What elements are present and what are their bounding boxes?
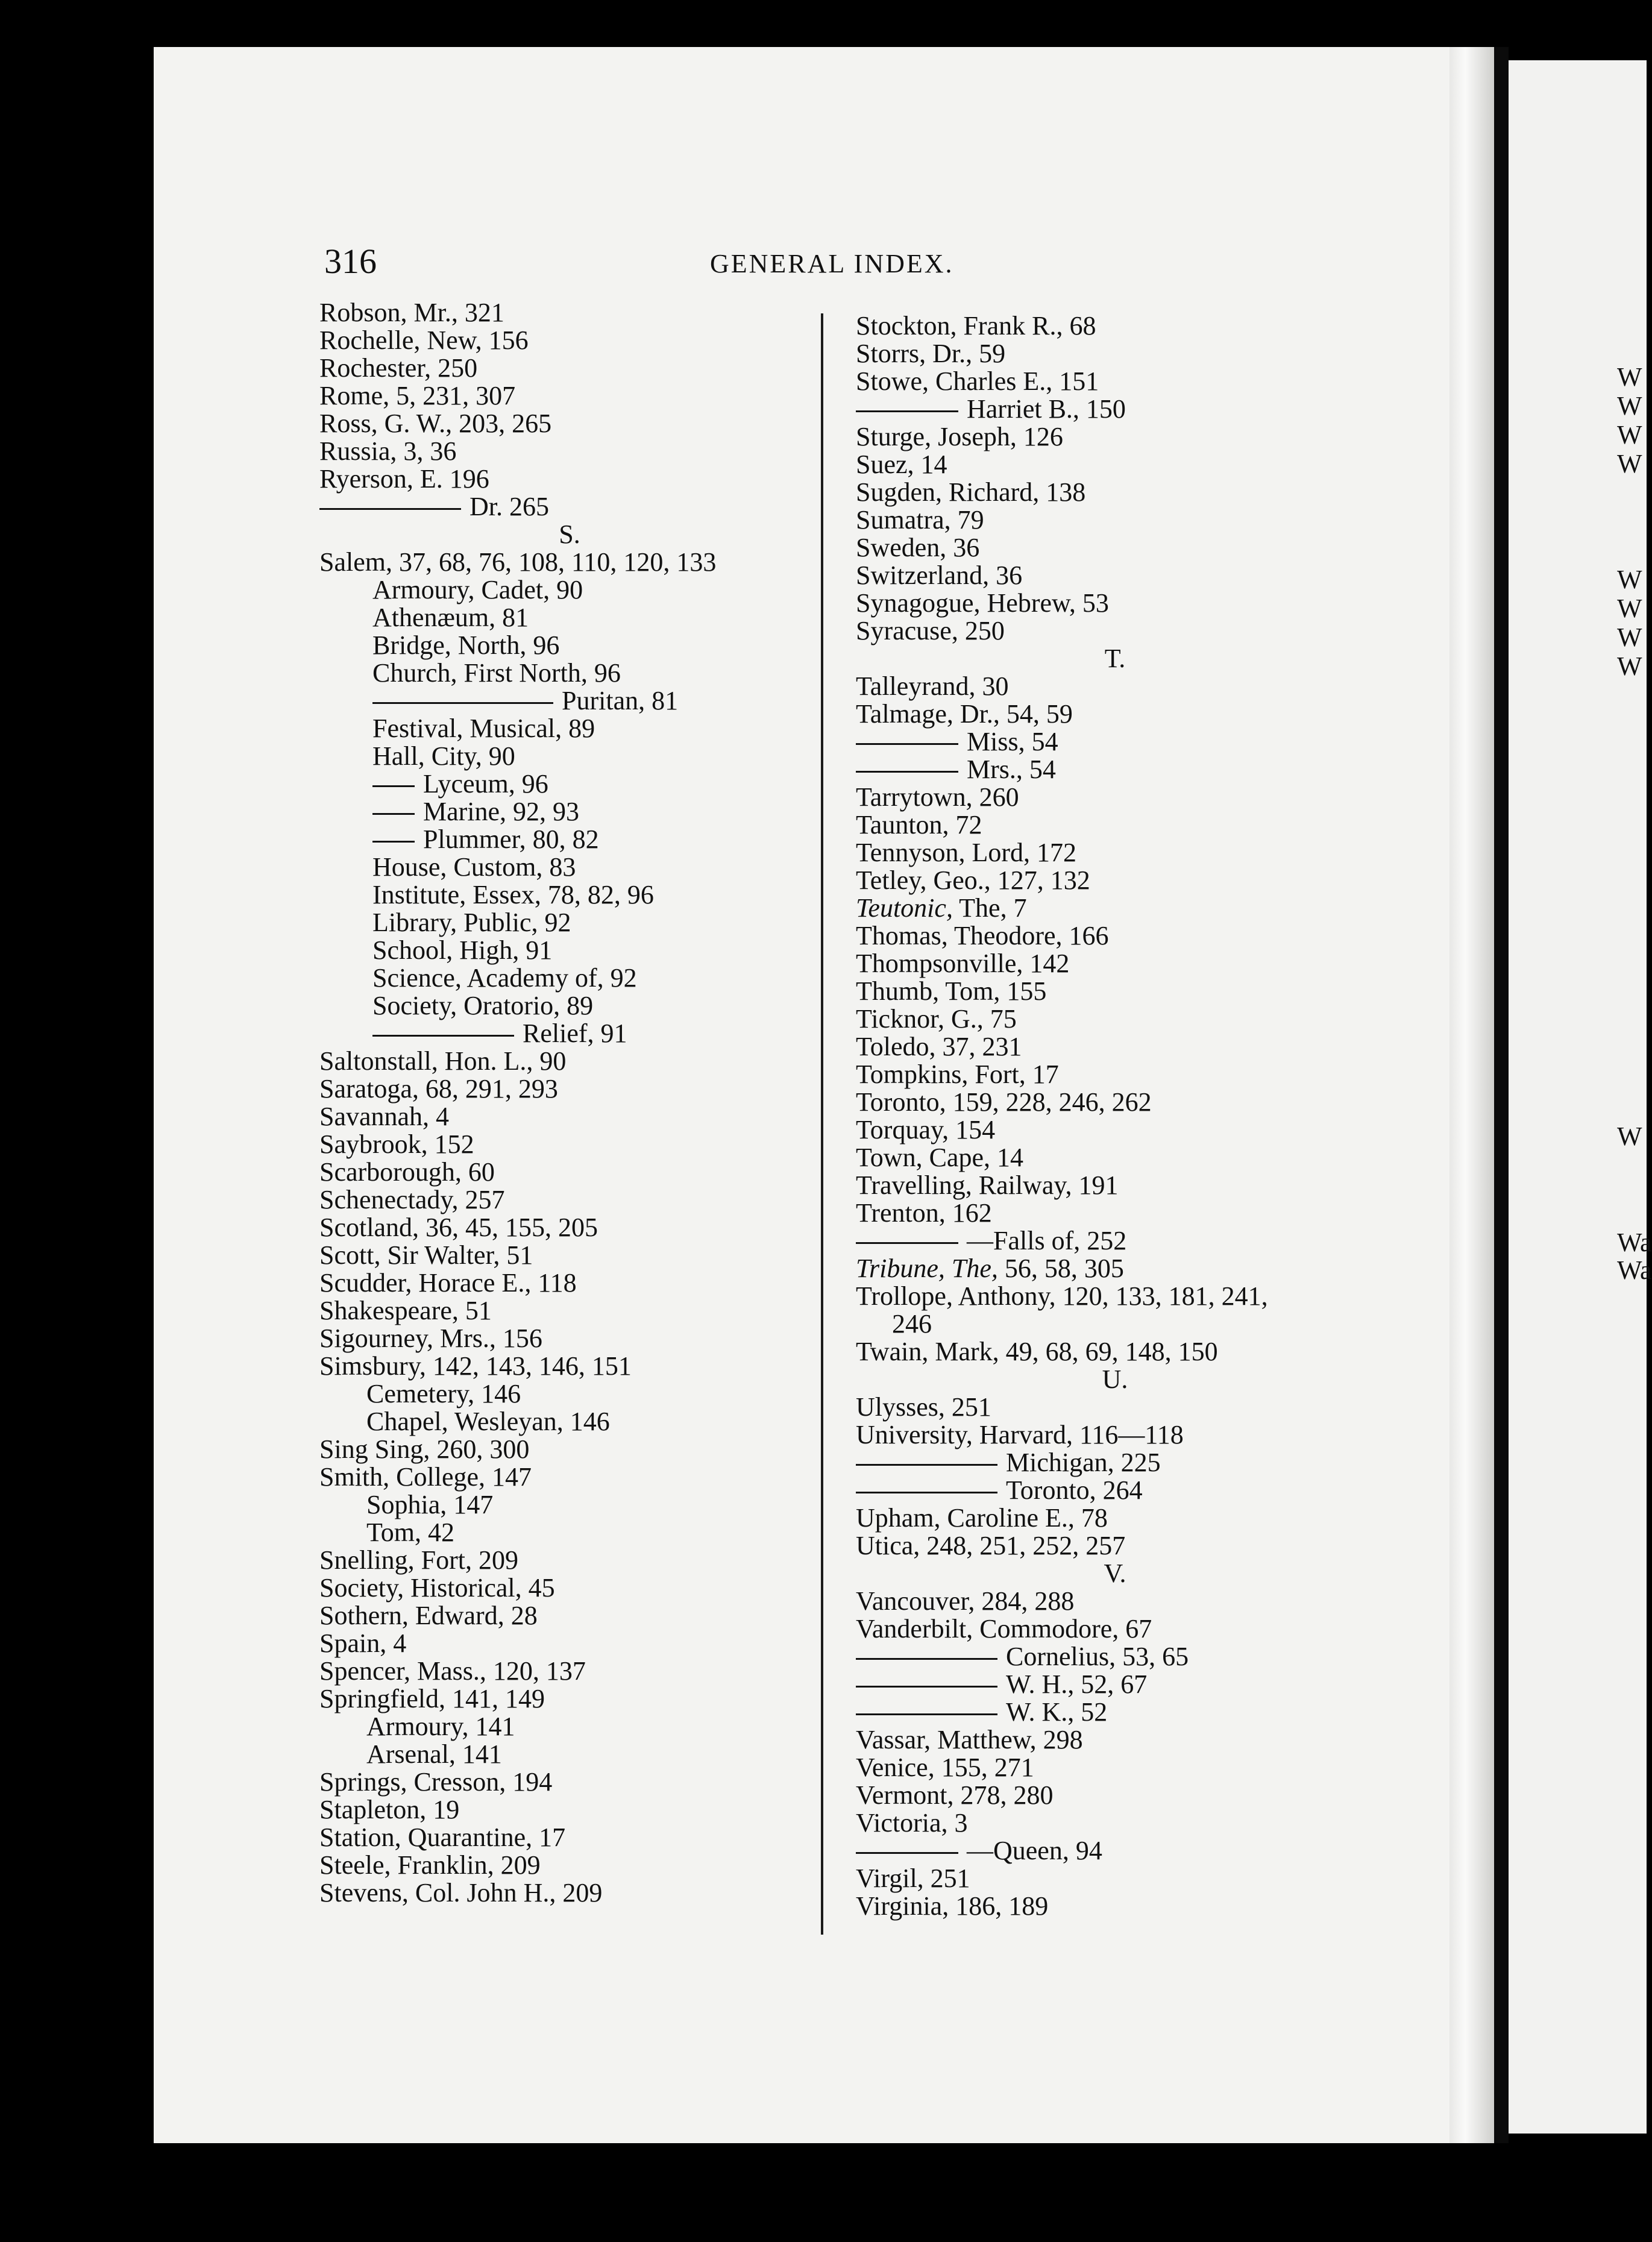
index-entry-text: The, 7 (952, 893, 1027, 923)
index-entry-text: Switzerland, 36 (856, 560, 1023, 590)
index-entry-text: Cemetery, 146 (366, 1379, 521, 1408)
index-entry (856, 368, 1374, 395)
index-entry (856, 894, 1374, 922)
index-entry (319, 909, 820, 937)
index-entry-text: Rochelle, New, 156 (319, 325, 529, 355)
index-entry (319, 576, 820, 604)
index-entry-text: Festival, Musical, 89 (372, 714, 595, 743)
facing-page-fragment: Wa (1617, 1228, 1652, 1257)
index-entry (319, 687, 820, 715)
facing-page-fragment: W (1617, 362, 1642, 392)
index-entry-text: Scudder, Horace E., 118 (319, 1268, 577, 1298)
index-entry (856, 1892, 1374, 1920)
index-entry-text: Vermont, 278, 280 (856, 1780, 1054, 1810)
facing-page-fragment: W (1617, 391, 1642, 421)
ditto-rule (856, 1713, 997, 1715)
index-entry-text: Syracuse, 250 (856, 616, 1005, 645)
index-entry (856, 451, 1374, 479)
index-entry-text: Institute, Essex, 78, 82, 96 (372, 880, 654, 909)
index-entry (319, 937, 820, 964)
index-entry-text: Puritan, 81 (562, 686, 679, 715)
index-entry-text: Church, First North, 96 (372, 658, 621, 688)
index-entry-text: School, High, 91 (372, 935, 553, 965)
index-entry (856, 1005, 1374, 1033)
index-entry (856, 1754, 1374, 1782)
index-entry (856, 756, 1374, 783)
index-entry (319, 604, 820, 632)
ditto-rule (372, 702, 553, 704)
index-entry-text: Town, Cape, 14 (856, 1143, 1023, 1172)
index-entry (856, 1587, 1374, 1615)
index-entry (856, 395, 1374, 423)
index-entry-text: Science, Academy of, 92 (372, 963, 637, 993)
index-entry-text: Bridge, North, 96 (372, 630, 560, 660)
ditto-rule (856, 1686, 997, 1688)
index-entry-text: Victoria, 3 (856, 1808, 968, 1838)
index-entry-text: Suez, 14 (856, 450, 947, 479)
index-entry (319, 327, 820, 354)
facing-page-fragment: W (1617, 449, 1642, 479)
index-entry (319, 881, 820, 909)
index-entry-text: Dr. 265 (470, 492, 549, 521)
index-entry-text: Torquay, 154 (856, 1115, 996, 1145)
ditto-rule (319, 508, 461, 510)
index-entry (319, 798, 820, 826)
index-entry (319, 1408, 820, 1436)
index-entry-text: Stapleton, 19 (319, 1795, 460, 1824)
index-entry (856, 922, 1374, 950)
index-entry (856, 617, 1374, 645)
index-entry-text: Sing Sing, 260, 300 (319, 1434, 530, 1464)
index-entry-text: Steele, Franklin, 209 (319, 1850, 541, 1880)
index-entry-text: Thumb, Tom, 155 (856, 976, 1047, 1006)
index-entry (319, 1574, 820, 1602)
index-entry (856, 1782, 1374, 1809)
index-entry (319, 465, 820, 493)
index-entry-text: Mrs., 54 (967, 755, 1056, 784)
facing-page-fragment: W (1617, 565, 1642, 594)
ditto-rule (856, 1852, 958, 1854)
index-entry-text: Virgil, 251 (856, 1864, 970, 1893)
index-entry-text: Salem, 37, 68, 76, 108, 110, 120, 133 (319, 547, 717, 577)
index-column-right (856, 312, 1374, 1920)
index-entry-text: Miss, 54 (967, 727, 1058, 756)
index-entry-text: Travelling, Railway, 191 (856, 1170, 1119, 1200)
index-entry (856, 1421, 1374, 1449)
index-entry (856, 423, 1374, 451)
running-head (324, 241, 1500, 283)
index-entry-text: Station, Quarantine, 17 (319, 1823, 566, 1852)
index-entry (319, 1297, 820, 1325)
index-entry-text: Ulysses, 251 (856, 1392, 991, 1422)
index-entry-text: Stowe, Charles E., 151 (856, 366, 1099, 396)
index-entry-text: Springs, Cresson, 194 (319, 1767, 553, 1797)
page-gutter (1449, 47, 1494, 2143)
ditto-rule (372, 1035, 514, 1037)
index-entry (856, 1144, 1374, 1172)
index-entry (856, 978, 1374, 1005)
index-letter-heading (856, 1560, 1374, 1587)
index-entry (319, 632, 820, 659)
index-entry (856, 1116, 1374, 1144)
ditto-rule (372, 785, 415, 787)
index-entry-text: Toronto, 159, 228, 246, 262 (856, 1087, 1152, 1117)
index-entry-text: —Falls of, 252 (967, 1226, 1127, 1255)
index-entry (856, 1671, 1374, 1698)
ditto-rule (856, 743, 958, 745)
ditto-rule (856, 1464, 997, 1466)
index-entry (319, 992, 820, 1020)
index-entry-text: Sophia, 147 (366, 1490, 494, 1519)
index-entry-text: Taunton, 72 (856, 810, 982, 840)
index-entry (319, 826, 820, 853)
index-entry (856, 1061, 1374, 1088)
facing-page-fragment: W (1617, 1122, 1642, 1151)
index-entry-text: Vassar, Matthew, 298 (856, 1725, 1083, 1754)
index-entry (319, 853, 820, 881)
index-entry (856, 673, 1374, 700)
italic-title: Teutonic, (856, 893, 953, 923)
index-entry (319, 1768, 820, 1796)
index-entry-text: S. (559, 520, 580, 549)
index-entry (856, 1227, 1374, 1255)
index-entry (319, 1741, 820, 1768)
index-entry (856, 1283, 1374, 1310)
index-entry (319, 1020, 820, 1047)
facing-page-fragment: W (1617, 420, 1642, 450)
index-entry-text: Saratoga, 68, 291, 293 (319, 1074, 558, 1104)
index-entry-text: 56, 58, 305 (997, 1254, 1124, 1283)
index-entry (319, 438, 820, 465)
index-entry-text: Saybrook, 152 (319, 1129, 474, 1159)
index-entry (856, 1310, 1374, 1338)
index-entry-text: W. H., 52, 67 (1006, 1669, 1148, 1699)
index-entry (319, 1685, 820, 1713)
index-entry-text: Springfield, 141, 149 (319, 1684, 545, 1713)
index-entry-text: —Queen, 94 (967, 1836, 1102, 1865)
index-entry-text: Plummer, 80, 82 (423, 824, 599, 854)
index-entry (319, 1269, 820, 1297)
index-entry (319, 1131, 820, 1158)
index-entry (856, 1643, 1374, 1671)
index-entry-text: Scott, Sir Walter, 51 (319, 1240, 533, 1270)
index-entry (856, 1615, 1374, 1643)
index-entry (319, 1436, 820, 1463)
index-entry (319, 715, 820, 743)
index-entry-text: Relief, 91 (523, 1019, 627, 1048)
index-entry-text: Toronto, 264 (1006, 1475, 1143, 1505)
index-entry-text: Saltonstall, Hon. L., 90 (319, 1046, 567, 1076)
index-entry (856, 562, 1374, 589)
index-entry (856, 811, 1374, 839)
index-entry (319, 1186, 820, 1214)
index-entry-text: Armoury, Cadet, 90 (372, 575, 583, 604)
index-entry (319, 354, 820, 382)
ditto-rule (856, 771, 958, 773)
index-entry-text: 246 (892, 1309, 932, 1339)
index-entry-text: T. (1104, 644, 1126, 673)
index-entry-text: Tetley, Geo., 127, 132 (856, 865, 1090, 895)
index-entry-text: Shakespeare, 51 (319, 1296, 492, 1325)
index-entry (856, 839, 1374, 867)
index-entry (319, 410, 820, 438)
ditto-rule (372, 841, 415, 843)
index-entry (319, 1103, 820, 1131)
index-entry-text: Simsbury, 142, 143, 146, 151 (319, 1351, 632, 1381)
index-entry-text: Virginia, 186, 189 (856, 1891, 1049, 1921)
facing-page-fragment: Wa (1617, 1255, 1652, 1285)
index-entry (319, 1047, 820, 1075)
index-entry-text: Library, Public, 92 (372, 908, 571, 937)
index-entry (319, 299, 820, 327)
index-entry-text: Ticknor, G., 75 (856, 1004, 1017, 1034)
index-entry-text: Russia, 3, 36 (319, 436, 457, 466)
index-entry (856, 1726, 1374, 1754)
index-entry-text: Spain, 4 (319, 1628, 407, 1658)
index-entry-text: Spencer, Mass., 120, 137 (319, 1656, 586, 1686)
index-entry-text: Toledo, 37, 231 (856, 1032, 1022, 1061)
index-letter-heading (856, 645, 1374, 673)
index-entry-text: Talmage, Dr., 54, 59 (856, 699, 1073, 729)
index-entry-text: Rochester, 250 (319, 353, 478, 383)
index-entry (319, 1242, 820, 1269)
index-entry (856, 1255, 1374, 1283)
index-entry (319, 1519, 820, 1546)
index-entry-text: Sigourney, Mrs., 156 (319, 1324, 542, 1353)
index-entry-text: Sothern, Edward, 28 (319, 1601, 538, 1630)
index-entry-text: Sweden, 36 (856, 533, 980, 562)
index-entry-text: Arsenal, 141 (366, 1739, 502, 1769)
index-entry-text: Snelling, Fort, 209 (319, 1545, 519, 1575)
index-entry (856, 1504, 1374, 1532)
index-entry-text: Ross, G. W., 203, 265 (319, 409, 552, 438)
ditto-rule (856, 1492, 997, 1493)
index-entry (856, 1033, 1374, 1061)
index-entry (856, 1338, 1374, 1366)
index-entry (319, 1796, 820, 1824)
index-entry-text: Synagogue, Hebrew, 53 (856, 588, 1109, 618)
index-entry (319, 964, 820, 992)
index-entry (856, 479, 1374, 506)
facing-page-fragment: W (1617, 594, 1642, 623)
index-entry (856, 1393, 1374, 1421)
index-entry-text: Michigan, 225 (1006, 1448, 1161, 1477)
page-number: 316 (324, 242, 377, 281)
index-entry (319, 1851, 820, 1879)
index-entry-text: Chapel, Wesleyan, 146 (366, 1407, 610, 1436)
index-entry-text: Ryerson, E. 196 (319, 464, 489, 494)
index-entry-text: Upham, Caroline E., 78 (856, 1503, 1108, 1533)
index-entry (319, 1352, 820, 1380)
index-entry (856, 1477, 1374, 1504)
index-entry (856, 340, 1374, 368)
index-entry (856, 1172, 1374, 1199)
index-entry (856, 1865, 1374, 1892)
index-entry-text: Society, Oratorio, 89 (372, 991, 594, 1020)
index-entry-text: House, Custom, 83 (372, 852, 576, 882)
index-entry (319, 1546, 820, 1574)
index-entry-text: Athenæum, 81 (372, 603, 529, 632)
index-entry-text: V. (1104, 1559, 1126, 1588)
index-entry (319, 1824, 820, 1851)
index-entry-text: Marine, 92, 93 (423, 797, 580, 826)
index-letter-heading (319, 521, 820, 548)
index-entry-text: Scarborough, 60 (319, 1157, 495, 1187)
book-spine (1494, 47, 1509, 2143)
page-header: GENERAL INDEX. (710, 249, 954, 278)
index-entry (319, 1325, 820, 1352)
index-entry (856, 700, 1374, 728)
ditto-rule (856, 410, 958, 412)
index-column-left (319, 299, 820, 1907)
column-divider (821, 313, 823, 1935)
index-entry (856, 1449, 1374, 1477)
index-entry (856, 728, 1374, 756)
index-entry-text: Storrs, Dr., 59 (856, 339, 1006, 368)
index-entry-text: Schenectady, 257 (319, 1185, 505, 1214)
index-entry (856, 1837, 1374, 1865)
index-entry (319, 1602, 820, 1630)
index-entry-text: Hall, City, 90 (372, 741, 515, 771)
index-entry (856, 534, 1374, 562)
index-entry (319, 1075, 820, 1103)
index-entry (319, 659, 820, 687)
index-entry-text: Talleyrand, 30 (856, 671, 1009, 701)
index-entry-text: Lyceum, 96 (423, 769, 548, 799)
index-entry-text: Robson, Mr., 321 (319, 298, 504, 327)
index-entry-text: Stevens, Col. John H., 209 (319, 1878, 603, 1908)
index-entry-text: Stockton, Frank R., 68 (856, 311, 1096, 341)
index-entry-text: Utica, 248, 251, 252, 257 (856, 1531, 1126, 1560)
index-entry (319, 1380, 820, 1408)
index-entry-text: Tarrytown, 260 (856, 782, 1019, 812)
index-entry-text: Sugden, Richard, 138 (856, 477, 1086, 507)
index-entry-text: U. (1102, 1364, 1128, 1394)
index-entry-text: Harriet B., 150 (967, 394, 1126, 424)
index-entry (856, 312, 1374, 340)
index-entry-text: Smith, College, 147 (319, 1462, 532, 1492)
index-entry-text: Thomas, Theodore, 166 (856, 921, 1109, 950)
index-entry (319, 1491, 820, 1519)
index-letter-heading (856, 1366, 1374, 1393)
index-entry (856, 589, 1374, 617)
index-entry (319, 1713, 820, 1741)
index-entry (856, 1199, 1374, 1227)
index-entry (319, 770, 820, 798)
ditto-rule (856, 1242, 958, 1244)
index-entry (319, 1158, 820, 1186)
index-entry-text: Twain, Mark, 49, 68, 69, 148, 150 (856, 1337, 1218, 1366)
index-entry-text: Sumatra, 79 (856, 505, 984, 535)
index-entry-text: Trollope, Anthony, 120, 133, 181, 241, (856, 1281, 1268, 1311)
index-entry-text: Savannah, 4 (319, 1102, 450, 1131)
index-entry (319, 493, 820, 521)
index-entry (319, 382, 820, 410)
index-entry (319, 1630, 820, 1657)
index-entry-text: Tom, 42 (366, 1518, 455, 1547)
index-entry (319, 548, 820, 576)
index-entry-text: University, Harvard, 116—118 (856, 1420, 1184, 1449)
index-entry (856, 1088, 1374, 1116)
index-entry-text: W. K., 52 (1006, 1697, 1108, 1727)
index-entry-text: Scotland, 36, 45, 155, 205 (319, 1213, 598, 1242)
index-entry-text: Tennyson, Lord, 172 (856, 838, 1076, 867)
index-entry-text: Thompsonville, 142 (856, 949, 1070, 978)
index-entry (856, 950, 1374, 978)
index-entry (856, 1532, 1374, 1560)
index-entry-text: Vancouver, 284, 288 (856, 1586, 1075, 1616)
index-entry (856, 1809, 1374, 1837)
index-entry-text: Cornelius, 53, 65 (1006, 1642, 1189, 1671)
index-entry-text: Trenton, 162 (856, 1198, 992, 1228)
ditto-rule (372, 813, 415, 815)
index-entry (319, 1214, 820, 1242)
italic-title: Tribune, The, (856, 1254, 998, 1283)
index-entry (856, 1698, 1374, 1726)
index-entry (856, 867, 1374, 894)
index-entry (319, 743, 820, 770)
index-entry-text: Tompkins, Fort, 17 (856, 1060, 1059, 1089)
index-entry (856, 506, 1374, 534)
facing-page-fragment: W (1617, 623, 1642, 652)
index-entry-text: Armoury, 141 (366, 1712, 515, 1741)
index-entry (319, 1657, 820, 1685)
index-entry-text: Venice, 155, 271 (856, 1753, 1034, 1782)
index-entry-text: Society, Historical, 45 (319, 1573, 555, 1603)
index-entry-text: Vanderbilt, Commodore, 67 (856, 1614, 1152, 1644)
index-entry (856, 783, 1374, 811)
index-entry (319, 1463, 820, 1491)
index-entry (319, 1879, 820, 1907)
index-entry-text: Sturge, Joseph, 126 (856, 422, 1063, 451)
facing-page-fragment: W (1617, 652, 1642, 681)
ditto-rule (856, 1658, 997, 1660)
index-entry-text: Rome, 5, 231, 307 (319, 381, 516, 410)
